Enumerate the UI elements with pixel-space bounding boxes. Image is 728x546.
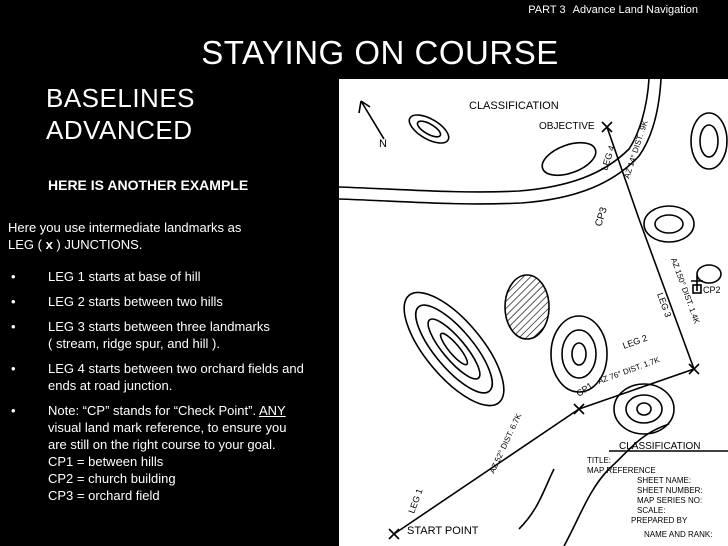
junction-x-icon <box>689 364 699 374</box>
intro-x: x <box>45 237 53 252</box>
title-block-line: PREPARED BY <box>631 516 688 525</box>
note-line-1 <box>48 402 338 419</box>
map-north-label: N <box>379 138 387 150</box>
hill-contour <box>626 395 662 423</box>
junction-x-icon <box>574 404 584 414</box>
map-cp1-label: CP1 <box>574 380 595 399</box>
ridge-contour <box>437 330 470 367</box>
bullet-leg1 <box>8 268 338 285</box>
map-leg3-label: LEG 3 <box>655 291 674 319</box>
note-cp3: CP3 = orchard field <box>48 488 160 503</box>
subtitle-baselines: BASELINES <box>46 83 196 113</box>
title-block-line: SCALE: <box>637 506 666 515</box>
note-line-2: visual land mark reference, to ensure you <box>48 420 287 435</box>
hill-contour <box>637 403 651 415</box>
lake-area <box>505 275 549 339</box>
title-block-line: MAP REFERENCE <box>587 466 656 475</box>
hill-contour <box>655 215 683 233</box>
map-classification-bottom: CLASSIFICATION <box>619 441 701 452</box>
junction-x-icon <box>602 122 612 132</box>
map-leg1-label: LEG 1 <box>406 487 425 515</box>
note-any: ANY <box>258 403 286 418</box>
hill-contour <box>691 113 727 169</box>
bullet-text: • LEG 4 starts between two orchard fields and <box>48 361 304 376</box>
map-leg2-az: AZ 76° DIST. 1.7K <box>596 355 661 386</box>
title-block-line: NAME AND RANK: <box>644 530 713 539</box>
ridge-contour <box>388 277 521 420</box>
section-header <box>528 4 698 16</box>
navigation-map <box>339 79 728 546</box>
junction-x-icon <box>389 529 399 539</box>
map-cp2-label: CP2 <box>703 285 721 295</box>
subtitle-advanced: ADVANCED <box>46 115 193 145</box>
title-block-line: SHEET NAME: <box>637 476 692 485</box>
intro-pre: LEG ( <box>8 237 46 252</box>
hill-contour <box>562 330 596 378</box>
bullet-text: • LEG 3 starts between three landmarks <box>48 319 270 334</box>
map-leg2-label: LEG 2 <box>621 332 649 351</box>
map-cp3-label: CP3 <box>593 206 610 228</box>
hill-contour <box>614 384 674 434</box>
stream-line <box>519 469 554 529</box>
map-leg1-az: AZ 52° DIST. 6.7K <box>487 412 524 475</box>
part-label: PART 3 <box>528 4 566 16</box>
map-leg3-az: AZ 150° DIST. 1.4K <box>669 256 702 325</box>
intro-text <box>8 219 338 253</box>
intro-line-1: Here you use intermediate landmarks as <box>8 220 242 235</box>
bullet-text: LEG 2 starts between two hills <box>48 294 223 309</box>
hill-contour <box>405 109 453 148</box>
note-line-3: are still on the right course to your goal. <box>48 437 276 452</box>
note-lead: Note: “CP” stands for “Check Point”. <box>48 403 259 418</box>
note-cp2: CP2 = church building <box>48 471 176 486</box>
bullet-leg4 <box>8 360 338 394</box>
route-leg2 <box>579 369 694 409</box>
road-line <box>339 79 649 192</box>
bullet-text: LEG 1 starts at base of hill <box>48 269 201 284</box>
bullet-list <box>8 268 338 512</box>
title-block-line: SHEET NUMBER: <box>637 486 703 495</box>
map-start-label: START POINT <box>407 525 479 537</box>
bullet-note <box>8 402 338 504</box>
map-classification-top: CLASSIFICATION <box>469 100 559 112</box>
title-block-line: MAP SERIES NO: <box>637 496 703 505</box>
map-objective-label: OBJECTIVE <box>539 121 595 132</box>
bullet-leg3 <box>8 318 338 352</box>
intro-post: ) JUNCTIONS. <box>52 237 143 252</box>
title-block-line: TITLE: <box>587 456 612 465</box>
bullet-text: ( stream, ridge spur, and hill ). <box>48 336 220 351</box>
map-drawing <box>339 79 728 546</box>
section-label: Advance Land Navigation <box>572 4 698 16</box>
hill-contour <box>644 206 694 242</box>
north-arrow-icon <box>361 101 384 139</box>
bullet-text: ends at road junction. <box>48 378 173 393</box>
map-leg4-label: LEG 4 <box>599 144 617 172</box>
hill-contour <box>700 125 718 157</box>
hill-contour <box>572 343 586 365</box>
note-cp1: CP1 = between hills <box>48 454 164 469</box>
hill-contour <box>415 118 443 140</box>
map-leg4-az: AZ 14° DIST. .9K <box>622 119 650 180</box>
example-heading: HERE IS ANOTHER EXAMPLE <box>48 177 249 193</box>
intro-line-2 <box>8 236 338 253</box>
map-title-block <box>587 456 712 539</box>
bullet-leg2 <box>8 293 338 310</box>
slide-title: STAYING ON COURSE <box>201 34 559 71</box>
